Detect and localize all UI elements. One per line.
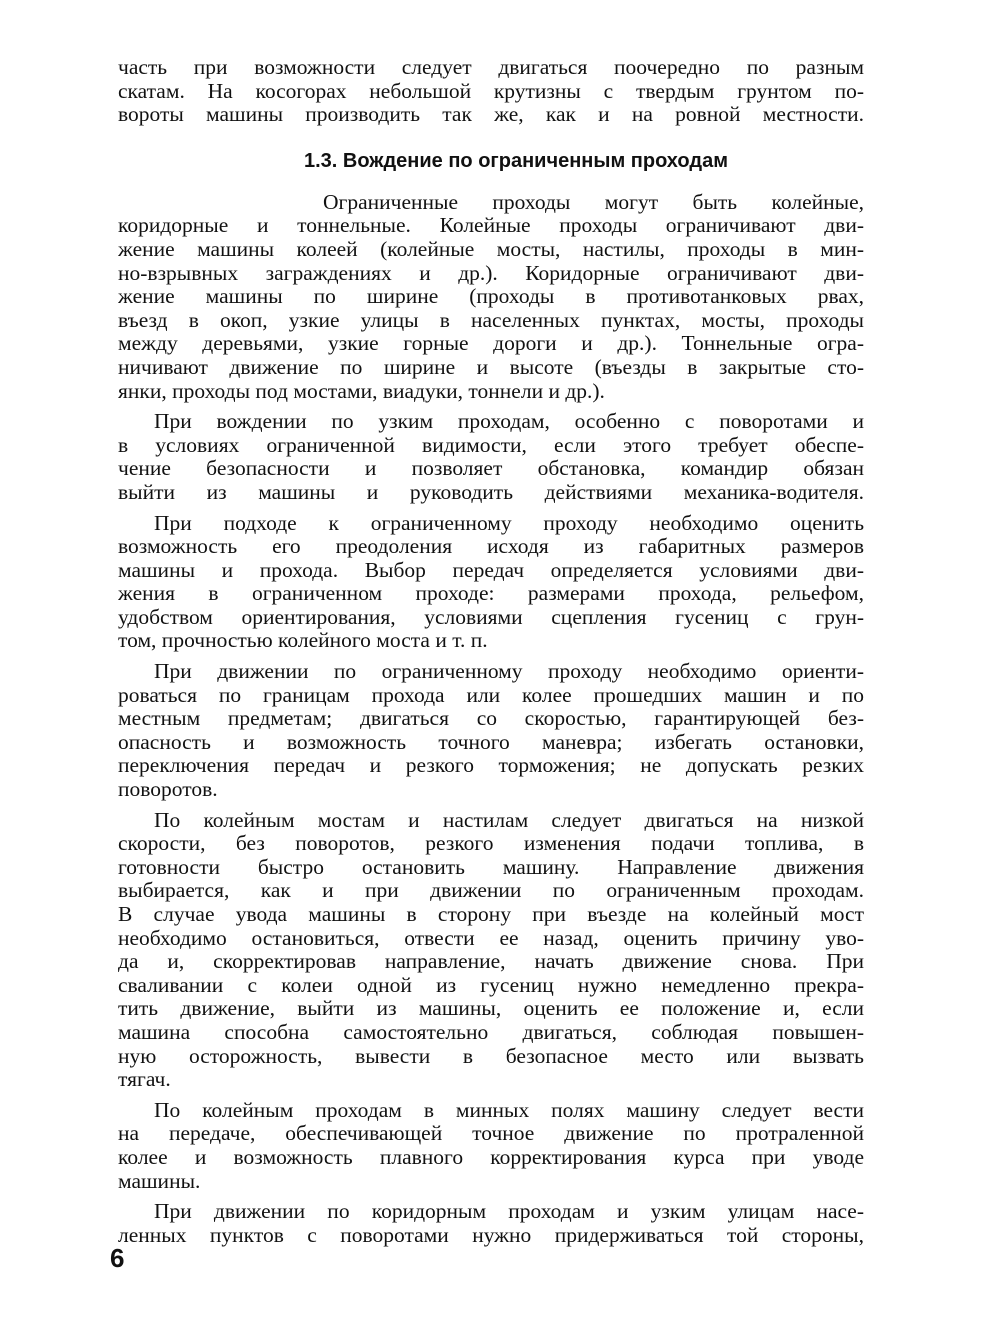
text-line: жение машины по ширине (проходы в противотанковых рвах,	[118, 285, 864, 309]
text-line: При вождении по узким проходам, особенно с поворотами и	[154, 410, 864, 434]
text-line: Ограниченные проходы могут быть колейные,	[323, 190, 864, 214]
text-line: скатам. На косогорах небольшой крутизны с твердым грунтом по-	[118, 79, 864, 103]
text-line: опасность и возможность точного маневра; избегать остановки,	[118, 730, 864, 754]
paragraph	[118, 1099, 864, 1193]
page-number: 6	[110, 1243, 125, 1273]
text-line: роваться по границам прохода или колее прошедших машин и по	[118, 683, 864, 707]
text-line: янки, проходы под мостами, виадуки, тоннели и др.).	[118, 379, 605, 403]
paragraph	[118, 410, 864, 504]
text-line: машины.	[118, 1169, 201, 1193]
text-line: колее и возможность плавного корректирования курса при уводе	[118, 1145, 864, 1169]
text-line: но-взрывных заграждениях и др.). Коридорные ограничивают дви-	[118, 261, 864, 285]
text-line: коридорные и тоннельные. Колейные проходы ограничивают дви-	[118, 214, 864, 238]
paragraph	[118, 512, 864, 654]
text-line: удобством ориентирования, условиями сцепления гусениц с грун-	[118, 605, 864, 629]
text-line: тить движение, выйти из машины, оценить ее положение и, если	[118, 997, 864, 1021]
text-line: В случае увода машины в сторону при въезде на колейный мост	[118, 903, 864, 926]
text-line: скорости, без поворотов, резкого изменения подачи топлива, в	[118, 832, 864, 856]
text-line: жения в ограниченном проходе: размерами прохода, рельефом,	[118, 582, 864, 606]
text-line: возможность его преодоления исходя из габаритных размеров	[118, 535, 864, 559]
text-line: том, прочностью колейного моста и т. п.	[118, 629, 488, 653]
text-line: на передаче, обеспечивающей точное движение по протраленной	[118, 1122, 864, 1146]
text-line: При движении по ограниченному проходу необходимо ориенти-	[154, 660, 864, 684]
text-line: По колейным мостам и настилам следует двигаться на низкой	[154, 808, 864, 832]
text-line: да и, скорректировав направление, начать движение снова. При	[118, 950, 864, 974]
text-line: ничивают движение по ширине и высоте (въезды в закрытые сто-	[118, 355, 864, 379]
text-line: часть при возможности следует двигаться поочередно по разным	[118, 56, 864, 79]
text-line: тягач.	[118, 1068, 171, 1092]
text-line: вороты машины производить так же, как и на ровной местности.	[118, 103, 864, 127]
text-line: необходимо остановиться, отвести ее назад, оценить причину уво-	[118, 926, 864, 950]
text-line: жение машины колеей (колейные мосты, настилы, проходы в мин-	[118, 237, 864, 261]
opening-paragraph	[118, 56, 864, 127]
text-line: ную осторожность, вывести в безопасное место или вызвать	[118, 1044, 864, 1068]
text-line: переключения передач и резкого торможения; не допускать резких	[118, 754, 864, 778]
text-line: поворотов.	[118, 778, 218, 802]
text-line: При подходе к ограниченному проходу необходимо оценить	[154, 511, 864, 535]
text-line: местным предметам; двигаться со скоростью, гарантирующей без-	[118, 707, 864, 731]
text-line: въезд в окоп, узкие улицы в населенных пунктах, мосты, проходы	[118, 308, 864, 332]
text-line: сваливании с колеи одной из гусениц нужно немедленно прекра-	[118, 973, 864, 997]
section-heading: 1.3. Вождение по ограниченным проходам	[303, 149, 728, 172]
text-line: выйти из машины и руководить действиями механика-водителя.	[118, 480, 864, 504]
text-line: машины и прохода. Выбор передач определяется условиями дви-	[118, 558, 864, 582]
text-line: готовности быстро остановить машину. Направление движения	[118, 855, 864, 879]
text-line: между деревьями, узкие горные дороги и др.). Тоннельные огра-	[118, 332, 864, 356]
text-line: выбирается, как и при движении по ограниченным проходам.	[118, 879, 864, 903]
text-line: машина способна самостоятельно двигаться, соблюдая повышен-	[118, 1020, 864, 1044]
text-line: По колейным проходам в минных полях машину следует вести	[154, 1098, 864, 1122]
text-line: в условиях ограниченной видимости, если этого требует обеспе-	[118, 433, 864, 457]
page-text	[118, 56, 864, 1247]
text-line: ленных пунктов с поворотами нужно придерживаться той стороны,	[118, 1223, 864, 1247]
text-line: чение безопасности и позволяет обстановка, командир обязан	[118, 457, 864, 481]
text-line: При движении по коридорным проходам и узким улицам насе-	[154, 1200, 864, 1224]
paragraph	[118, 1200, 864, 1247]
paragraph	[118, 809, 864, 1092]
paragraph	[118, 191, 864, 403]
paragraph	[118, 660, 864, 802]
